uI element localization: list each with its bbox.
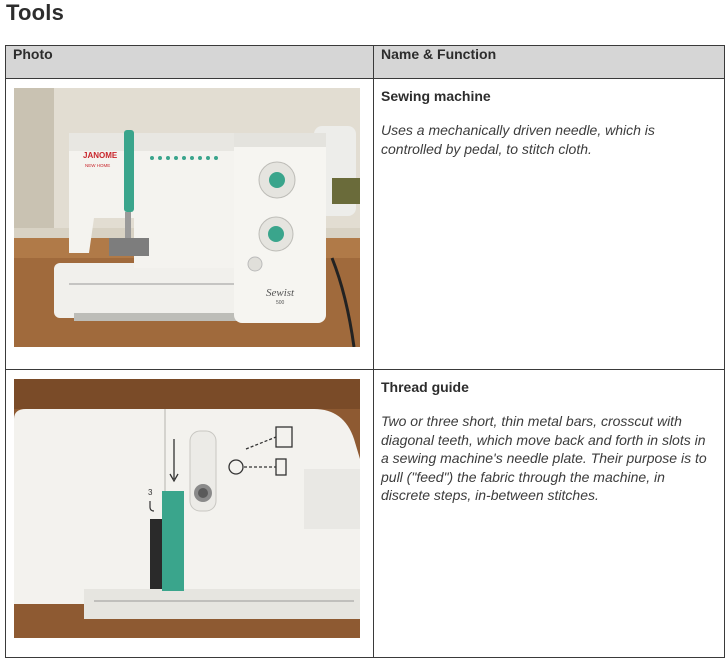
table-row	[6, 79, 725, 370]
tools-table	[5, 45, 725, 658]
brand-label: JANOME	[83, 151, 118, 160]
thread-guide-photo	[14, 379, 360, 638]
table-header-row	[6, 46, 725, 79]
model-number-label: 500	[276, 300, 285, 306]
table-row	[6, 370, 725, 658]
model-label: Sewist	[266, 287, 295, 299]
tool-name: Sewing machine	[381, 88, 491, 104]
tool-description: Uses a mechanically driven needle, which is controlled by pedal, to stitch cloth.	[381, 122, 655, 157]
page-title: Tools	[6, 0, 65, 25]
column-header-photo: Photo	[6, 46, 374, 79]
step-number: 3	[148, 488, 153, 497]
sewing-machine-photo	[14, 88, 360, 347]
info-cell	[374, 370, 725, 658]
column-header-name-function: Name & Function	[374, 46, 725, 79]
info-cell	[374, 79, 725, 370]
tool-description: Two or three short, thin metal bars, crosscut with diagonal teeth, which move back and forth in slots in a sewing machine's needle plate. Their purpose is to pull ("feed") the fabric through the machine, in discrete steps, in-between stitches.	[381, 413, 707, 503]
photo-cell	[6, 370, 374, 658]
photo-cell	[6, 79, 374, 370]
tool-name: Thread guide	[381, 379, 469, 395]
brand-sub-label: NEW HOME	[85, 163, 111, 168]
